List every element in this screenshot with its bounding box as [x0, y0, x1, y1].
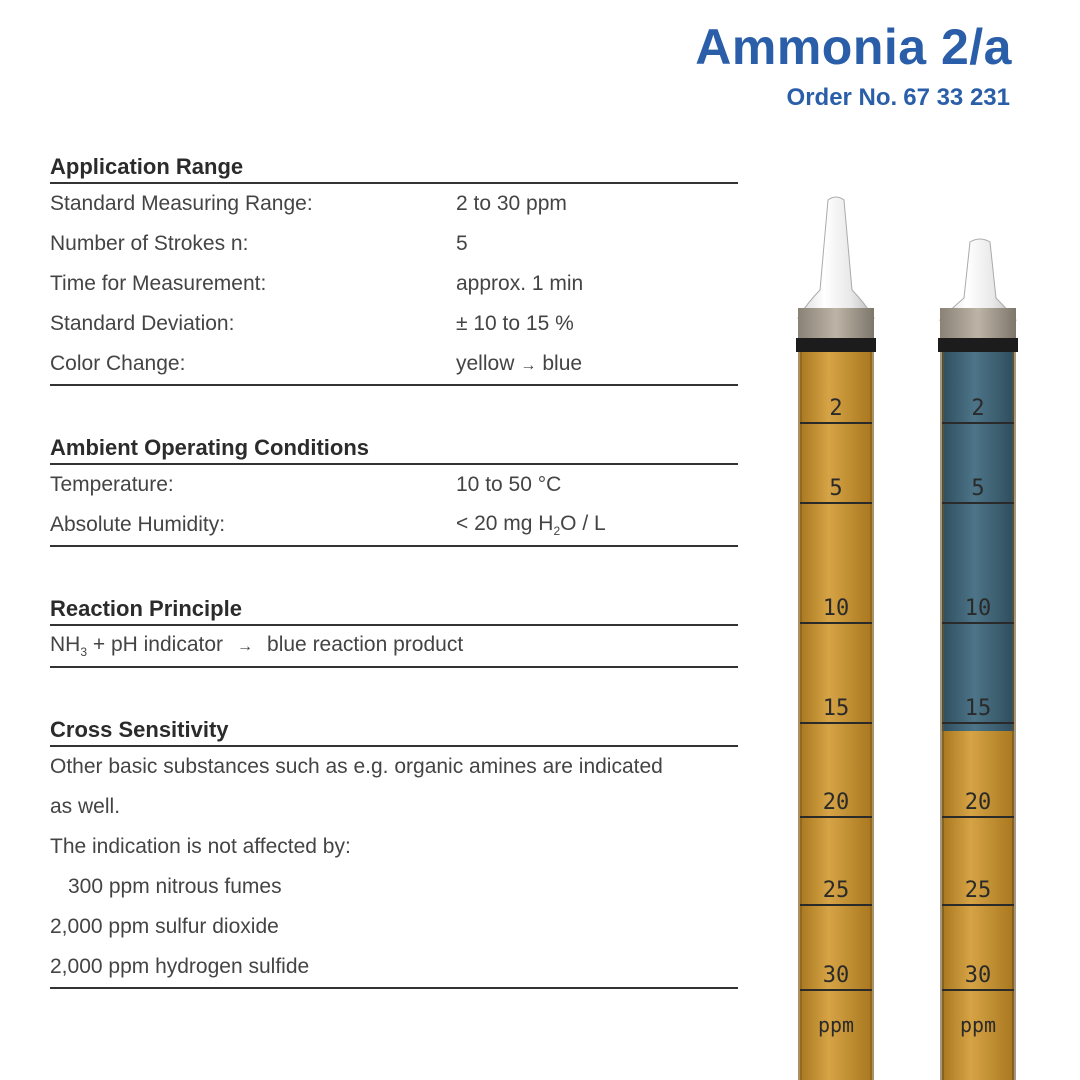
humidity-value-pre: < 20 mg H [456, 511, 554, 535]
section-heading: Reaction Principle [50, 594, 738, 626]
reaction-principle-section [50, 594, 738, 668]
spec-value [456, 512, 738, 538]
scale-mark-label: 30 [964, 963, 992, 988]
ambient-conditions-section [50, 433, 738, 547]
spec-row [50, 184, 738, 224]
color-to: blue [542, 352, 583, 375]
scale-unit-label: ppm [817, 1013, 855, 1037]
spec-value: 2 to 30 ppm [456, 192, 567, 215]
order-number-value: 67 33 231 [903, 84, 1010, 111]
spec-value: approx. 1 min [456, 272, 584, 295]
list-item: 2,000 ppm hydrogen sulfide [50, 955, 310, 978]
scale-mark-label: 5 [971, 476, 985, 501]
scale-mark-label: 2 [971, 396, 985, 421]
divider [50, 545, 738, 547]
humidity-subscript: 2 [553, 524, 561, 539]
application-range-section [50, 152, 738, 386]
cross-text: The indication is not affected by: [50, 835, 351, 858]
spec-value: 5 [456, 232, 468, 255]
humidity-value-post: O / L [560, 511, 606, 535]
spec-label: Color Change: [50, 352, 186, 375]
spec-row [50, 505, 738, 545]
section-heading: Application Range [50, 152, 738, 184]
scale-mark-label: 25 [964, 878, 992, 903]
color-from: yellow [456, 352, 515, 375]
scale-mark-label: 20 [964, 790, 992, 815]
divider [50, 987, 738, 989]
scale-mark-label: 2 [829, 396, 843, 421]
cross-sensitivity-section [50, 715, 738, 989]
scale-mark-label: 10 [964, 596, 992, 621]
arrow-icon: → [237, 637, 254, 655]
used-tube [938, 239, 1018, 1080]
spec-row [50, 344, 738, 384]
spec-label: Standard Measuring Range: [50, 192, 313, 215]
order-number [787, 84, 1010, 112]
scale-unit-label: ppm [959, 1013, 997, 1037]
spec-value: ± 10 to 15 % [456, 312, 574, 335]
reactant: NH [50, 632, 81, 656]
cross-text: Other basic substances such as e.g. organic amines are indicated [50, 755, 663, 778]
order-label: Order No. [786, 84, 898, 111]
spec-label: Absolute Humidity: [50, 513, 226, 536]
spec-value [456, 352, 738, 376]
detector-tubes-image [780, 190, 1080, 1080]
reactant-subscript: 3 [80, 645, 88, 660]
reactant-indicator: + pH indicator [87, 632, 224, 656]
scale-mark-label: 25 [822, 878, 850, 903]
spec-row [50, 304, 738, 344]
scale-mark-label: 20 [822, 790, 850, 815]
cross-text: as well. [50, 795, 121, 818]
section-heading: Ambient Operating Conditions [50, 433, 738, 465]
spec-row [50, 465, 738, 505]
list-item: 2,000 ppm sulfur dioxide [50, 915, 279, 938]
unused-tube [796, 197, 876, 1080]
reaction-text [50, 633, 463, 659]
arrow-icon: → [520, 357, 537, 374]
list-item: 300 ppm nitrous fumes [68, 875, 282, 898]
scale-mark-label: 15 [964, 696, 992, 721]
scale-mark-label: 30 [822, 963, 850, 988]
spec-label: Standard Deviation: [50, 312, 235, 335]
scale-mark-label: 15 [822, 696, 850, 721]
divider [50, 384, 738, 386]
spec-row [50, 224, 738, 264]
spec-value: 10 to 50 °C [456, 473, 562, 496]
scale-mark-label: 5 [829, 476, 843, 501]
scale-mark-label: 10 [822, 596, 850, 621]
spec-label: Time for Measurement: [50, 272, 267, 295]
reaction-equation [50, 626, 738, 666]
spec-label: Number of Strokes n: [50, 232, 249, 255]
section-heading: Cross Sensitivity [50, 715, 738, 747]
product-title: Ammonia 2/a [695, 19, 1012, 75]
reaction-product: blue reaction product [267, 632, 464, 656]
divider [50, 666, 738, 668]
spec-row [50, 264, 738, 304]
spec-label: Temperature: [50, 473, 174, 496]
